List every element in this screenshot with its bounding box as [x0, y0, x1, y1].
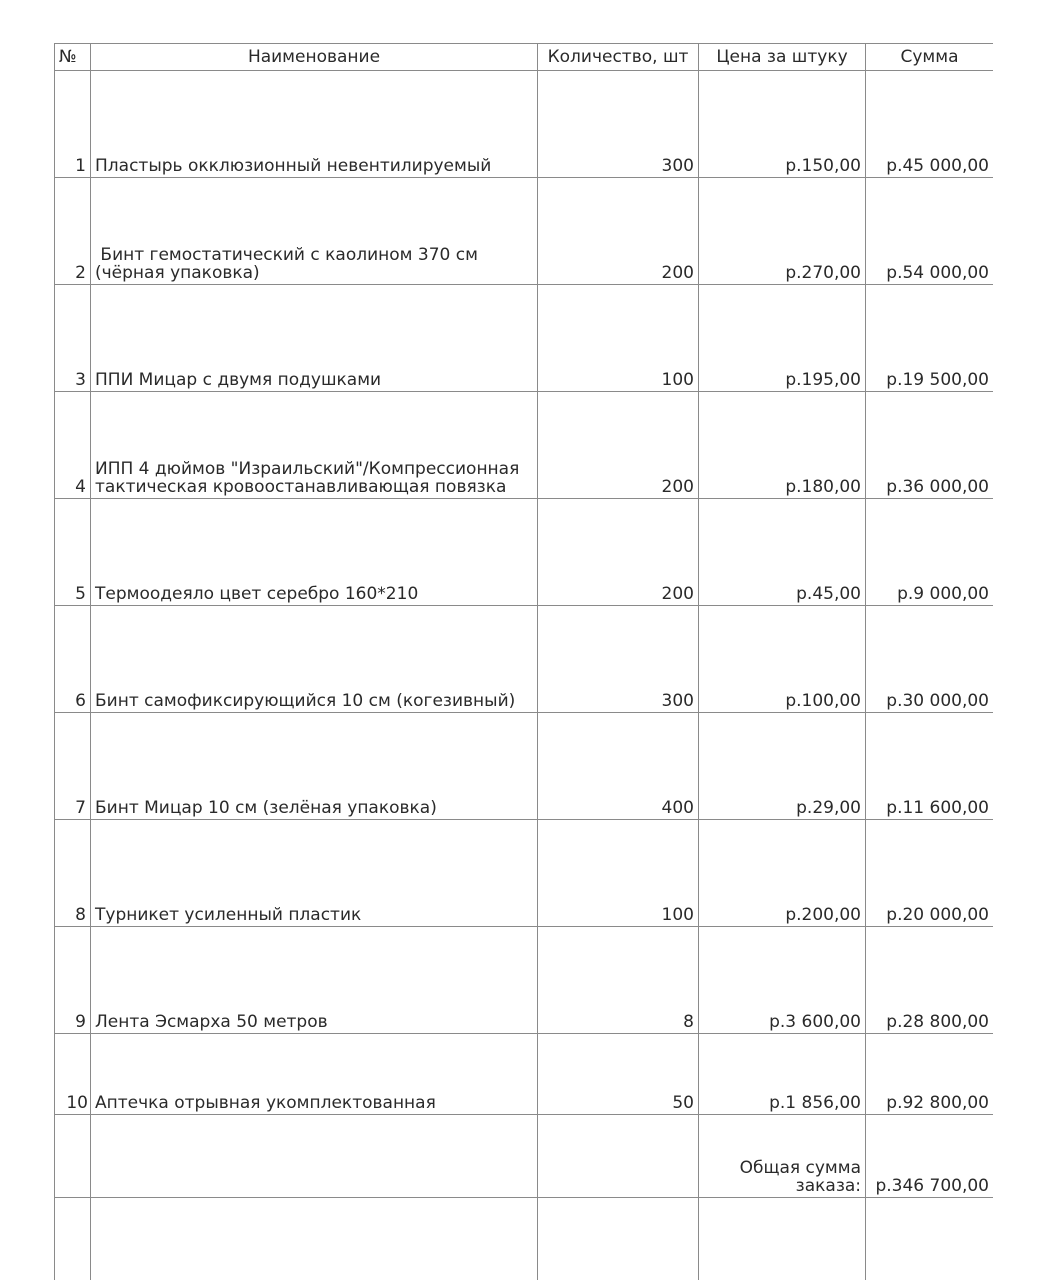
row-unit-price: р.45,00	[699, 499, 866, 606]
table-row	[55, 178, 994, 285]
row-unit-price: р.3 600,00	[699, 927, 866, 1034]
row-number: 9	[55, 927, 91, 1034]
row-number: 8	[55, 820, 91, 927]
row-number: 1	[55, 71, 91, 178]
row-name-line2: Лента Эсмарха 50 метров	[95, 1012, 328, 1032]
row-quantity: 8	[538, 927, 699, 1034]
table-row	[55, 606, 994, 713]
table-row	[55, 713, 994, 820]
row-unit-price: р.1 856,00	[699, 1034, 866, 1115]
empty-cell	[866, 1198, 994, 1280]
total-label	[699, 1115, 866, 1198]
table-row	[55, 1034, 994, 1115]
row-name	[91, 392, 538, 499]
row-name	[91, 606, 538, 713]
row-name-line1: ИПП 4 дюймов "Израильский"/Компрессионная	[95, 459, 520, 479]
row-quantity: 100	[538, 285, 699, 392]
row-number: 5	[55, 499, 91, 606]
row-name-line2: Аптечка отрывная укомплектованная	[95, 1093, 436, 1113]
row-name	[91, 178, 538, 285]
row-sum: р.45 000,00	[866, 71, 994, 178]
row-sum: р.36 000,00	[866, 392, 994, 499]
row-number: 2	[55, 178, 91, 285]
row-quantity: 200	[538, 178, 699, 285]
row-unit-price: р.200,00	[699, 820, 866, 927]
row-quantity: 200	[538, 499, 699, 606]
table-header-row	[55, 44, 994, 71]
header-unit-price: Цена за штуку	[699, 44, 866, 71]
empty-cell	[91, 1198, 538, 1280]
row-sum: р.54 000,00	[866, 178, 994, 285]
total-empty-cell	[55, 1115, 91, 1198]
row-quantity: 200	[538, 392, 699, 499]
row-name	[91, 499, 538, 606]
row-sum: р.30 000,00	[866, 606, 994, 713]
empty-cell	[55, 1198, 91, 1280]
table-row	[55, 820, 994, 927]
row-quantity: 100	[538, 820, 699, 927]
table-row	[55, 71, 994, 178]
row-unit-price: р.195,00	[699, 285, 866, 392]
row-sum: р.9 000,00	[866, 499, 994, 606]
header-sum: Сумма	[866, 44, 994, 71]
row-unit-price: р.270,00	[699, 178, 866, 285]
row-name	[91, 820, 538, 927]
row-number: 6	[55, 606, 91, 713]
row-unit-price: р.150,00	[699, 71, 866, 178]
order-sheet	[54, 43, 993, 1280]
total-empty-cell	[91, 1115, 538, 1198]
header-quantity: Количество, шт	[538, 44, 699, 71]
table-row	[55, 927, 994, 1034]
empty-row	[55, 1198, 994, 1280]
row-sum: р.20 000,00	[866, 820, 994, 927]
header-name: Наименование	[91, 44, 538, 71]
row-name	[91, 713, 538, 820]
table-row	[55, 392, 994, 499]
row-name	[91, 71, 538, 178]
row-sum: р.19 500,00	[866, 285, 994, 392]
table-row	[55, 499, 994, 606]
row-name-line2: ППИ Мицар с двумя подушками	[95, 370, 382, 390]
total-label-line1: Общая сумма	[739, 1158, 861, 1178]
row-name	[91, 285, 538, 392]
empty-cell	[699, 1198, 866, 1280]
row-number: 7	[55, 713, 91, 820]
total-label-line2: заказа:	[795, 1176, 861, 1196]
row-name-line2: тактическая кровоостанавливающая повязка	[95, 477, 507, 497]
order-table	[54, 43, 993, 1280]
row-name-line2: Турникет усиленный пластик	[95, 905, 362, 925]
row-quantity: 50	[538, 1034, 699, 1115]
row-quantity: 300	[538, 71, 699, 178]
row-unit-price: р.180,00	[699, 392, 866, 499]
row-number: 10	[55, 1034, 91, 1115]
total-value: р.346 700,00	[866, 1115, 994, 1198]
row-quantity: 400	[538, 713, 699, 820]
total-empty-cell	[538, 1115, 699, 1198]
row-number: 3	[55, 285, 91, 392]
row-unit-price: р.100,00	[699, 606, 866, 713]
row-name-line2: Бинт самофиксирующийся 10 см (когезивный)	[95, 691, 516, 711]
empty-cell	[538, 1198, 699, 1280]
row-name-line2: (чёрная упаковка)	[95, 263, 260, 283]
row-name-line2: Бинт Мицар 10 см (зелёная упаковка)	[95, 798, 437, 818]
row-unit-price: р.29,00	[699, 713, 866, 820]
row-name-line1: Бинт гемостатический с каолином 370 см	[95, 245, 478, 265]
header-number: №	[55, 44, 91, 71]
row-sum: р.92 800,00	[866, 1034, 994, 1115]
row-name	[91, 1034, 538, 1115]
row-sum: р.11 600,00	[866, 713, 994, 820]
row-number: 4	[55, 392, 91, 499]
row-sum: р.28 800,00	[866, 927, 994, 1034]
row-name-line2: Пластырь окклюзионный невентилируемый	[95, 156, 492, 176]
total-row	[55, 1115, 994, 1198]
row-name-line2: Термоодеяло цвет серебро 160*210	[95, 584, 419, 604]
table-row	[55, 285, 994, 392]
row-name	[91, 927, 538, 1034]
row-quantity: 300	[538, 606, 699, 713]
